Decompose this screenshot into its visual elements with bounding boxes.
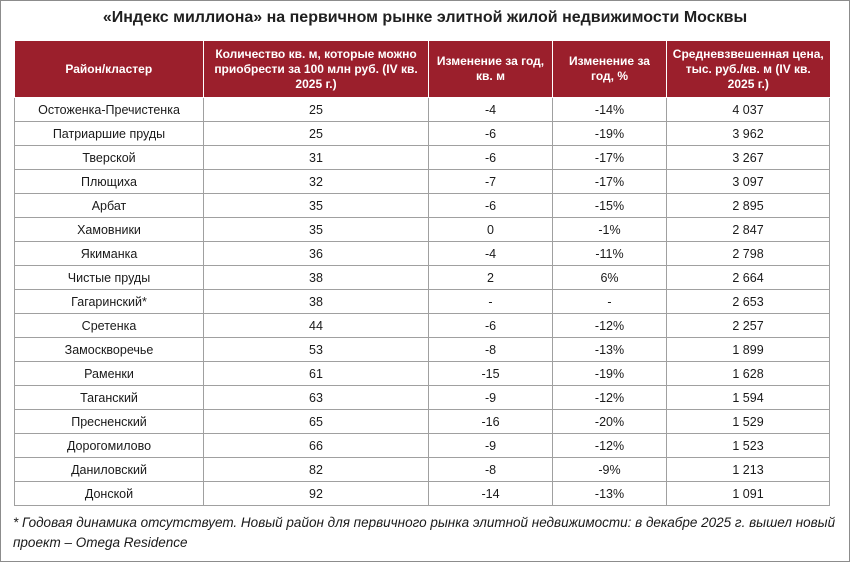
price-cell: 2 653 xyxy=(667,290,830,314)
change-sqm-cell: - xyxy=(429,290,553,314)
table-row xyxy=(15,290,830,314)
change-sqm-cell: -4 xyxy=(429,242,553,266)
data-table xyxy=(14,41,830,506)
change-pct-cell: -12% xyxy=(553,434,667,458)
district-cell: Таганский xyxy=(15,386,204,410)
header-change-pct: Изменение за год, % xyxy=(553,41,667,98)
price-cell: 1 213 xyxy=(667,458,830,482)
header-sqm-per-100m: Количество кв. м, которые можно приобрести за 100 млн руб. (IV кв. 2025 г.) xyxy=(204,41,429,98)
sqm-cell: 66 xyxy=(204,434,429,458)
district-cell: Замоскворечье xyxy=(15,338,204,362)
price-cell: 2 257 xyxy=(667,314,830,338)
change-sqm-cell: 2 xyxy=(429,266,553,290)
price-cell: 3 097 xyxy=(667,170,830,194)
change-sqm-cell: -9 xyxy=(429,434,553,458)
table-row xyxy=(15,122,830,146)
district-cell: Остоженка-Пречистенка xyxy=(15,98,204,122)
price-cell: 3 267 xyxy=(667,146,830,170)
sqm-cell: 53 xyxy=(204,338,429,362)
change-sqm-cell: -15 xyxy=(429,362,553,386)
change-sqm-cell: -14 xyxy=(429,482,553,506)
header-change-sqm: Изменение за год, кв. м xyxy=(429,41,553,98)
sqm-cell: 61 xyxy=(204,362,429,386)
change-pct-cell: -13% xyxy=(553,482,667,506)
sqm-cell: 38 xyxy=(204,290,429,314)
table-body xyxy=(15,98,830,506)
table-row xyxy=(15,170,830,194)
table-row xyxy=(15,194,830,218)
district-cell: Донской xyxy=(15,482,204,506)
price-cell: 2 847 xyxy=(667,218,830,242)
district-cell: Чистые пруды xyxy=(15,266,204,290)
table-row xyxy=(15,98,830,122)
change-pct-cell: -19% xyxy=(553,122,667,146)
table-row xyxy=(15,410,830,434)
sqm-cell: 65 xyxy=(204,410,429,434)
price-cell: 1 899 xyxy=(667,338,830,362)
price-cell: 1 091 xyxy=(667,482,830,506)
change-pct-cell: -20% xyxy=(553,410,667,434)
table-row xyxy=(15,386,830,410)
district-cell: Арбат xyxy=(15,194,204,218)
district-cell: Тверской xyxy=(15,146,204,170)
sqm-cell: 44 xyxy=(204,314,429,338)
district-cell: Даниловский xyxy=(15,458,204,482)
change-pct-cell: - xyxy=(553,290,667,314)
price-cell: 4 037 xyxy=(667,98,830,122)
district-cell: Дорогомилово xyxy=(15,434,204,458)
price-cell: 2 895 xyxy=(667,194,830,218)
change-sqm-cell: -4 xyxy=(429,98,553,122)
sqm-cell: 25 xyxy=(204,122,429,146)
sqm-cell: 32 xyxy=(204,170,429,194)
district-cell: Якиманка xyxy=(15,242,204,266)
table-row xyxy=(15,218,830,242)
price-cell: 3 962 xyxy=(667,122,830,146)
district-cell: Сретенка xyxy=(15,314,204,338)
price-cell: 2 798 xyxy=(667,242,830,266)
page-title: «Индекс миллиона» на первичном рынке элитной жилой недвижимости Москвы xyxy=(102,9,748,26)
sqm-cell: 63 xyxy=(204,386,429,410)
table-row xyxy=(15,242,830,266)
change-pct-cell: -19% xyxy=(553,362,667,386)
table-row xyxy=(15,266,830,290)
footnote: * Годовая динамика отсутствует. Новый район для первичного рынка элитной недвижимости: в декабре 2025 г. вышел новый проект – Omega Residence xyxy=(13,515,836,550)
price-cell: 1 529 xyxy=(667,410,830,434)
change-pct-cell: -13% xyxy=(553,338,667,362)
price-cell: 1 523 xyxy=(667,434,830,458)
change-pct-cell: 6% xyxy=(553,266,667,290)
header-avg-price: Средневзвешенная цена, тыс. руб./кв. м (IV кв. 2025 г.) xyxy=(667,41,830,98)
price-cell: 1 628 xyxy=(667,362,830,386)
change-pct-cell: -9% xyxy=(553,458,667,482)
change-pct-cell: -12% xyxy=(553,314,667,338)
district-cell: Раменки xyxy=(15,362,204,386)
table-row xyxy=(15,458,830,482)
district-cell: Плющиха xyxy=(15,170,204,194)
table-row xyxy=(15,482,830,506)
change-sqm-cell: -6 xyxy=(429,122,553,146)
change-sqm-cell: -6 xyxy=(429,194,553,218)
district-cell: Гагаринский* xyxy=(15,290,204,314)
district-cell: Пресненский xyxy=(15,410,204,434)
change-sqm-cell: -16 xyxy=(429,410,553,434)
change-sqm-cell: -6 xyxy=(429,146,553,170)
change-sqm-cell: 0 xyxy=(429,218,553,242)
sqm-cell: 92 xyxy=(204,482,429,506)
change-pct-cell: -15% xyxy=(553,194,667,218)
change-pct-cell: -11% xyxy=(553,242,667,266)
sqm-cell: 38 xyxy=(204,266,429,290)
change-pct-cell: -12% xyxy=(553,386,667,410)
district-cell: Патриаршие пруды xyxy=(15,122,204,146)
sqm-cell: 25 xyxy=(204,98,429,122)
table-row xyxy=(15,338,830,362)
district-cell: Хамовники xyxy=(15,218,204,242)
sqm-cell: 36 xyxy=(204,242,429,266)
change-pct-cell: -1% xyxy=(553,218,667,242)
table-row xyxy=(15,434,830,458)
change-sqm-cell: -6 xyxy=(429,314,553,338)
sqm-cell: 35 xyxy=(204,218,429,242)
change-pct-cell: -17% xyxy=(553,170,667,194)
sqm-cell: 35 xyxy=(204,194,429,218)
change-sqm-cell: -8 xyxy=(429,338,553,362)
price-cell: 2 664 xyxy=(667,266,830,290)
change-sqm-cell: -7 xyxy=(429,170,553,194)
header-district: Район/кластер xyxy=(15,41,204,98)
sqm-cell: 31 xyxy=(204,146,429,170)
table-row xyxy=(15,314,830,338)
change-pct-cell: -14% xyxy=(553,98,667,122)
table-row xyxy=(15,146,830,170)
change-pct-cell: -17% xyxy=(553,146,667,170)
table-row xyxy=(15,362,830,386)
change-sqm-cell: -9 xyxy=(429,386,553,410)
table-header-row xyxy=(15,41,830,98)
change-sqm-cell: -8 xyxy=(429,458,553,482)
sqm-cell: 82 xyxy=(204,458,429,482)
price-cell: 1 594 xyxy=(667,386,830,410)
